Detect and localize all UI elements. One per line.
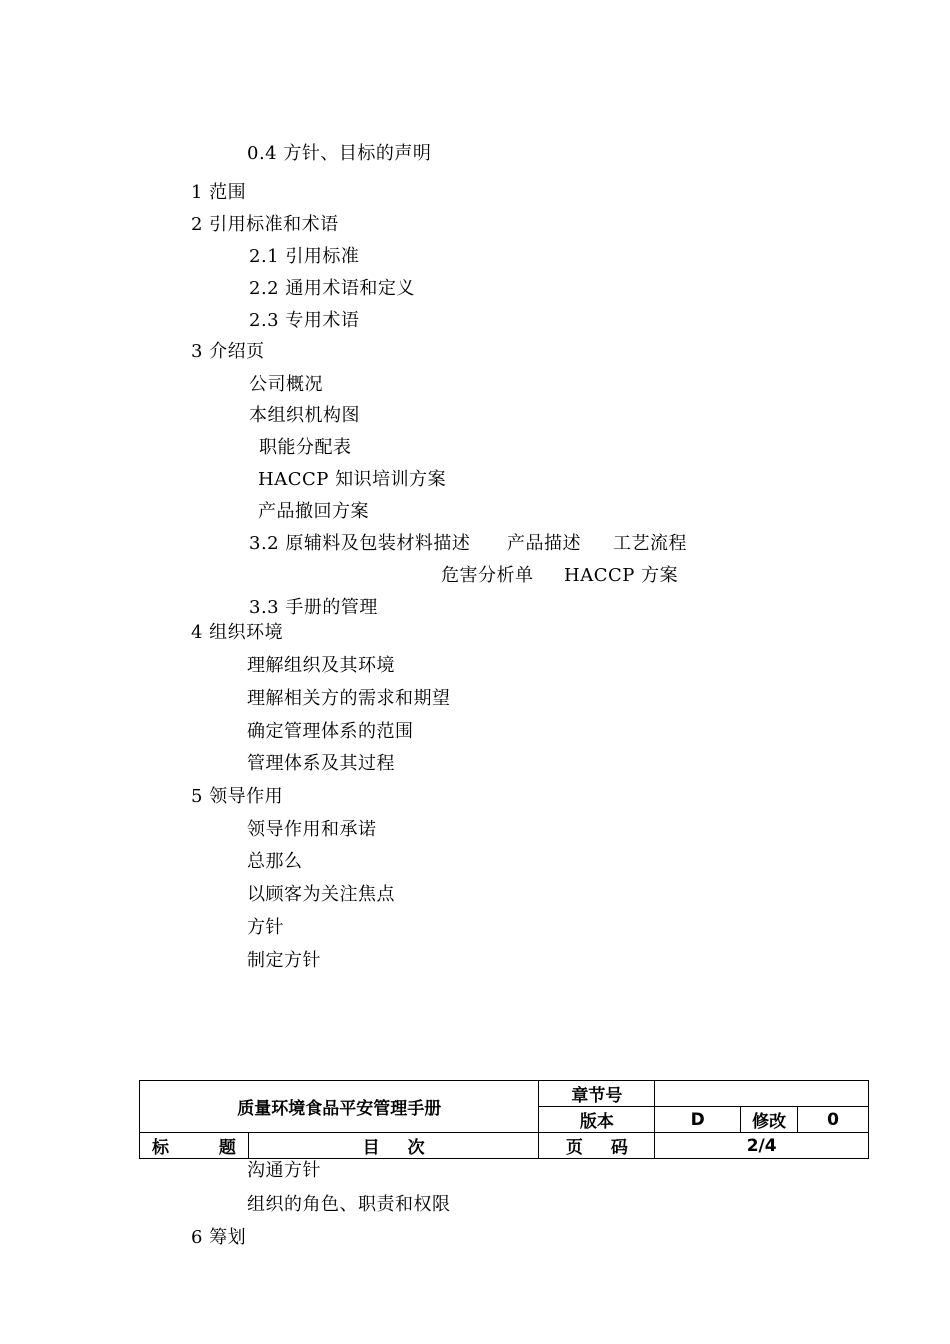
toc-entry: 方针	[247, 917, 284, 938]
toc-entry: 沟通方针	[247, 1160, 321, 1181]
toc-entry: 6 筹划	[191, 1227, 247, 1248]
revision-label: 修改	[741, 1107, 798, 1133]
toc-entry: 工艺流程	[613, 533, 687, 554]
title-label-char-1: 标	[152, 1138, 169, 1158]
page-label-char-1: 页	[565, 1138, 583, 1158]
toc-entry: 领导作用和承诺	[247, 819, 377, 840]
toc-entry: 组织的角色、职责和权限	[247, 1194, 451, 1215]
toc-entry: HACCP 方案	[564, 565, 679, 586]
title-label-char-2: 题	[218, 1138, 236, 1158]
toc-entry: 4 组织环境	[191, 622, 284, 643]
toc-label	[248, 1133, 539, 1159]
toc-entry: 理解相关方的需求和期望	[247, 688, 451, 709]
chapter-value	[655, 1081, 869, 1107]
toc-entry: 产品撤回方案	[258, 501, 369, 522]
toc-entry: 2 引用标准和术语	[191, 214, 339, 235]
toc-entry: 3 介绍页	[191, 341, 265, 362]
toc-entry: 3.3 手册的管理	[249, 597, 378, 618]
toc-label-char-2: 次	[407, 1138, 425, 1158]
page-value: 2/4	[655, 1133, 869, 1159]
toc-label-char-1: 目	[362, 1138, 380, 1158]
toc-entry: 3.2 原辅料及包装材料描述	[249, 533, 471, 554]
toc-entry: 以顾客为关注焦点	[247, 884, 395, 905]
manual-title: 质量环境食品平安管理手册	[140, 1081, 539, 1133]
toc-entry: 产品描述	[507, 533, 581, 554]
toc-entry: 总那么	[247, 851, 303, 872]
toc-entry: 理解组织及其环境	[247, 655, 395, 676]
page-label-char-2: 码	[610, 1138, 628, 1158]
version-value: D	[655, 1107, 741, 1133]
document-header-table	[139, 1080, 869, 1159]
toc-entry: 危害分析单	[441, 565, 534, 586]
toc-entry: 公司概况	[249, 374, 323, 395]
toc-entry: 确定管理体系的范围	[247, 721, 414, 742]
toc-entry: 5 领导作用	[191, 786, 284, 807]
toc-entry: 2.1 引用标准	[249, 246, 360, 267]
chapter-label: 章节号	[539, 1081, 655, 1107]
toc-entry: 制定方针	[247, 950, 321, 971]
title-label	[140, 1133, 249, 1159]
revision-value: 0	[798, 1107, 869, 1133]
version-label: 版本	[539, 1107, 655, 1133]
toc-entry: 职能分配表	[259, 437, 352, 458]
toc-entry: HACCP 知识培训方案	[258, 469, 447, 490]
toc-entry: 0.4 方针、目标的声明	[247, 143, 432, 164]
toc-entry: 本组织机构图	[249, 405, 360, 426]
toc-entry: 2.3 专用术语	[249, 310, 360, 331]
toc-entry: 管理体系及其过程	[247, 753, 395, 774]
page-label	[539, 1133, 655, 1159]
toc-entry: 2.2 通用术语和定义	[249, 278, 415, 299]
toc-entry: 1 范围	[191, 182, 247, 203]
